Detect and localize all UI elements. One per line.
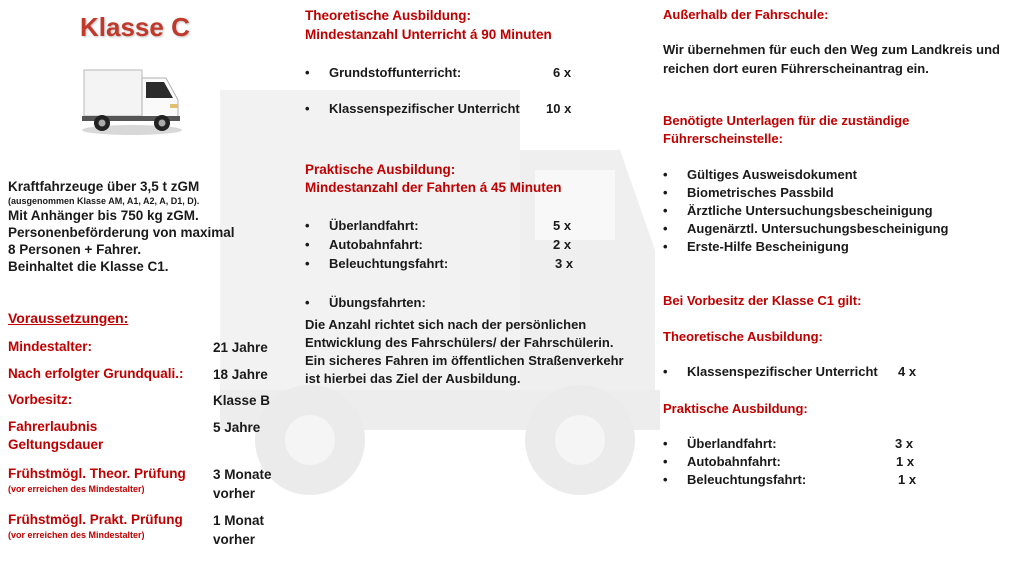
- requirement-label-text: Frühstmögl. Theor. Prüfung: [8, 466, 186, 481]
- c1-theory-heading: Theoretische Ausbildung:: [663, 329, 823, 344]
- list-item-label: Gültiges Ausweisdokument: [687, 167, 857, 182]
- c1-practice-heading: Praktische Ausbildung:: [663, 401, 808, 416]
- requirements-heading: Voraussetzungen:: [8, 310, 129, 326]
- list-item-label: Überlandfahrt:: [329, 218, 419, 233]
- requirement-value: 18 Jahre: [213, 367, 268, 382]
- requirement-label-text: Vorbesitz:: [8, 392, 73, 407]
- bullet: •: [305, 295, 310, 310]
- class-description: [8, 178, 288, 275]
- list-item-label: Erste-Hilfe Bescheinigung: [687, 239, 849, 254]
- description-line: Kraftfahrzeuge über 3,5 t zGM: [8, 179, 200, 194]
- theory-subheading: Mindestanzahl Unterricht á 90 Minuten: [305, 27, 552, 42]
- list-item-label: Augenärztl. Untersuchungsbescheinigung: [687, 221, 949, 236]
- list-item: [663, 453, 963, 471]
- bullet: •: [663, 454, 668, 469]
- documents-heading: Benötigte Unterlagen für die zuständige Führerscheinstelle:: [663, 113, 910, 146]
- bullet: •: [305, 256, 310, 271]
- bullet: •: [663, 239, 668, 254]
- list-item-label: Beleuchtungsfahrt:: [687, 472, 807, 487]
- list-item: [305, 294, 585, 312]
- requirement-label: [8, 391, 208, 409]
- list-item-count: 3 x: [895, 436, 914, 451]
- c1-heading: Bei Vorbesitz der Klasse C1 gilt:: [663, 293, 862, 308]
- list-item-label: Ärztliche Untersuchungsbescheinigung: [687, 203, 933, 218]
- list-item-label: Überlandfahrt:: [687, 436, 777, 451]
- page-title: Klasse C: [80, 12, 190, 42]
- bullet: •: [663, 364, 668, 379]
- description-line: Mit Anhänger bis 750 kg zGM.: [8, 208, 199, 223]
- description-line: Personenbeförderung von maximal: [8, 225, 235, 240]
- list-item: [305, 255, 585, 273]
- practice-note: Die Anzahl richtet sich nach der persönlichen Entwicklung des Fahrschülers/ der Fahrschülerin. Ein sicheres Fahren im öffentlichen Straßenverkehr ist hierbei das Ziel der Ausbildung.: [305, 317, 624, 386]
- theory-heading: Theoretische Ausbildung:: [305, 8, 472, 23]
- requirement-label: [8, 365, 208, 383]
- list-item-count: 1 x: [898, 472, 917, 487]
- list-item-label: Klassenspezifischer Unterricht: [687, 364, 878, 379]
- requirement-label-text: Fahrerlaubnis Geltungsdauer: [8, 419, 104, 452]
- description-line: 8 Personen + Fahrer.: [8, 242, 142, 257]
- list-item: [663, 435, 963, 453]
- list-item: [305, 217, 585, 235]
- list-item-count: 10 x: [546, 101, 572, 116]
- list-item-label: Übungsfahrten:: [329, 295, 426, 310]
- requirement-value: 1 Monat vorher: [213, 513, 265, 547]
- list-item: [663, 184, 993, 202]
- bullet: •: [663, 203, 668, 218]
- list-item-label: Autobahnfahrt:: [329, 237, 423, 252]
- description-exclusions: (ausgenommen Klasse AM, A1, A2, A, D1, D).: [8, 196, 200, 206]
- bullet: •: [663, 472, 668, 487]
- bullet: •: [305, 65, 310, 80]
- bullet: •: [663, 185, 668, 200]
- requirement-value: 3 Monate vorher: [213, 467, 272, 501]
- requirement-value: 5 Jahre: [213, 420, 261, 435]
- practice-heading: Praktische Ausbildung:: [305, 162, 456, 177]
- list-item: [663, 471, 963, 489]
- bullet: •: [305, 237, 310, 252]
- requirement-label: [8, 338, 208, 356]
- list-item: [663, 220, 993, 238]
- list-item-count: 2 x: [553, 237, 572, 252]
- outside-text: Wir übernehmen für euch den Weg zum Landkreis und reichen dort euren Führerscheinantrag ein.: [663, 42, 1000, 76]
- requirement-value: Klasse B: [213, 393, 271, 408]
- bullet: •: [305, 218, 310, 233]
- requirement-label-note: (vor erreichen des Mindestalter): [8, 484, 145, 494]
- outside-heading: Außerhalb der Fahrschule:: [663, 7, 829, 22]
- list-item-count: 4 x: [898, 364, 917, 379]
- list-item: [663, 363, 963, 381]
- list-item-count: 5 x: [553, 218, 572, 233]
- requirement-label-text: Frühstmögl. Prakt. Prüfung: [8, 512, 183, 527]
- truck-icon: [78, 64, 186, 136]
- practice-subheading: Mindestanzahl der Fahrten á 45 Minuten: [305, 180, 562, 195]
- list-item: [305, 100, 585, 118]
- requirement-label: [8, 418, 128, 454]
- requirement-label-text: Nach erfolgter Grundquali.:: [8, 366, 184, 381]
- requirement-label-text: Mindestalter:: [8, 339, 93, 354]
- requirement-value: 21 Jahre: [213, 340, 268, 355]
- list-item: [663, 202, 993, 220]
- requirement-label: [8, 465, 208, 495]
- list-item-count: 3 x: [555, 256, 574, 271]
- requirement-label-note: (vor erreichen des Mindestalter): [8, 530, 145, 540]
- list-item-label: Beleuchtungsfahrt:: [329, 256, 449, 271]
- list-item-label: Grundstoffunterricht:: [329, 65, 462, 80]
- list-item: [663, 238, 993, 256]
- bullet: •: [663, 221, 668, 236]
- description-line: Beinhaltet die Klasse C1.: [8, 259, 169, 274]
- list-item-count: 6 x: [553, 65, 572, 80]
- list-item-count: 1 x: [896, 454, 915, 469]
- list-item-label: Biometrisches Passbild: [687, 185, 834, 200]
- list-item: [305, 236, 585, 254]
- list-item-label: Klassenspezifischer Unterricht: [329, 101, 520, 116]
- list-item: [305, 64, 585, 82]
- bullet: •: [663, 436, 668, 451]
- list-item: [663, 166, 993, 184]
- bullet: •: [663, 167, 668, 182]
- requirement-label: [8, 511, 208, 541]
- bullet: •: [305, 101, 310, 116]
- list-item-label: Autobahnfahrt:: [687, 454, 781, 469]
